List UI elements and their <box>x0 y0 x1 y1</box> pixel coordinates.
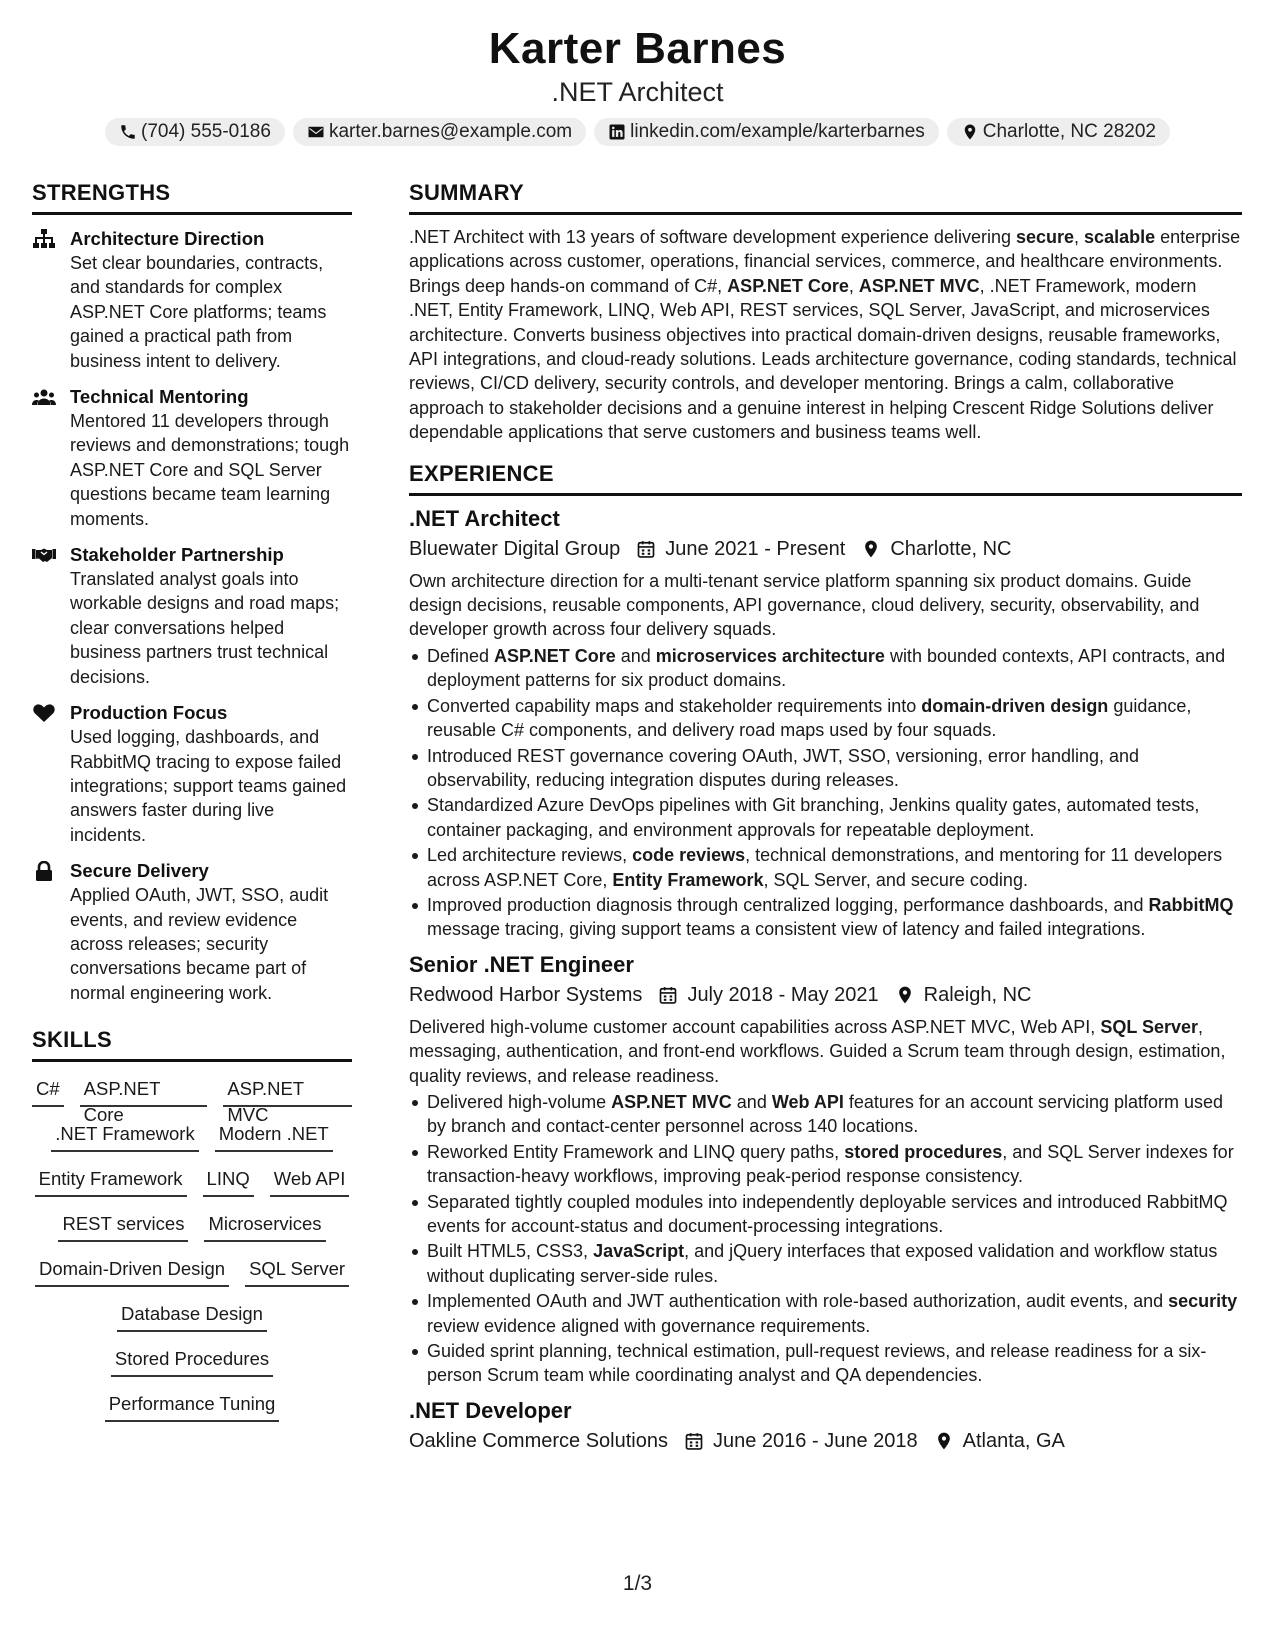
skill-tag: Entity Framework <box>35 1166 187 1197</box>
location-chip <box>947 118 1170 146</box>
skill-tag: LINQ <box>203 1166 254 1197</box>
skill-tag: Database Design <box>117 1301 267 1332</box>
skill-row <box>32 1166 352 1197</box>
skill-row <box>32 1211 352 1242</box>
strength-heading: Stakeholder Partnership <box>70 544 284 566</box>
bullet-item: Separated tightly coupled modules into independently deployable services and introduced RabbitMQ events for account-status and document-processing integrations. <box>409 1190 1242 1239</box>
skill-tag: SQL Server <box>245 1256 349 1287</box>
skill-row <box>32 1391 352 1422</box>
page-number: 1/3 <box>622 1572 653 1595</box>
strength-item <box>32 701 352 847</box>
strength-text: Translated analyst goals into workable designs and road maps; clear conversations helped business partners trust technical decisions. <box>70 569 340 687</box>
job-entry <box>409 504 1242 942</box>
linkedin-text: linkedin.com/example/karterbarnes <box>630 121 925 142</box>
map-pin-icon <box>934 1431 954 1451</box>
envelope-icon <box>307 123 325 141</box>
skill-tag: REST services <box>58 1211 188 1242</box>
heart-icon <box>32 703 56 723</box>
experience-heading: EXPERIENCE <box>409 461 1242 496</box>
strength-item <box>32 543 352 689</box>
company-name: Redwood Harbor Systems <box>409 983 643 1006</box>
linkedin-icon <box>608 123 626 141</box>
contact-bar <box>0 118 1275 146</box>
skill-tag: Web API <box>270 1166 350 1197</box>
skill-tag: Performance Tuning <box>105 1391 280 1422</box>
job-meta <box>409 980 1242 1010</box>
strength-heading: Technical Mentoring <box>70 386 249 408</box>
skill-row <box>32 1301 352 1332</box>
job-description: Own architecture direction for a multi-tenant service platform spanning six product domains. Guide design decisions, reusable components, API governance, cloud delivery, security, observability, and developer growth across four delivery squads. <box>409 570 1200 640</box>
candidate-name: Karter Barnes <box>488 24 787 73</box>
job-entry <box>409 1396 1242 1456</box>
job-bullets <box>409 1090 1242 1388</box>
strength-text: Used logging, dashboards, and RabbitMQ tracing to expose failed integrations; support teams gained answers faster during live incidents. <box>70 727 347 845</box>
calendar-icon <box>658 985 678 1005</box>
bullet-item: Guided sprint planning, technical estimation, pull-request reviews, and release readiness for a six-person Scrum team while coordinating analyst and QA dependencies. <box>409 1339 1242 1388</box>
strength-text: Applied OAuth, JWT, SSO, audit events, and review evidence across releases; security conversations became part of normal engineering work. <box>70 885 329 1003</box>
job-entry <box>409 950 1242 1388</box>
location-text: Charlotte, NC 28202 <box>982 121 1156 142</box>
phone-chip[interactable] <box>105 118 285 146</box>
job-description: Delivered high-volume customer account capabilities across ASP.NET MVC, Web API, SQL Server, messaging, authentication, and front-end workflows. Guided a Scrum team through design, estimation, quality reviews, and release readiness. <box>409 1016 1226 1086</box>
skill-row <box>32 1076 352 1126</box>
skill-row <box>32 1256 352 1287</box>
strength-heading: Production Focus <box>70 702 228 724</box>
skill-tag: ASP.NET MVC <box>223 1076 352 1107</box>
strength-item <box>32 859 352 1005</box>
linkedin-chip[interactable] <box>594 118 939 146</box>
skill-tag: Domain-Driven Design <box>35 1256 229 1287</box>
bullet-item: Delivered high-volume ASP.NET MVC and Web API features for an account servicing platform used by branch and contact-center personnel across 140 locations. <box>409 1090 1242 1139</box>
job-location: Raleigh, NC <box>923 983 1032 1006</box>
job-title: .NET Architect <box>409 505 560 531</box>
strength-heading: Secure Delivery <box>70 860 209 882</box>
candidate-title: .NET Architect <box>551 77 724 107</box>
bullet-item: Defined ASP.NET Core and microservices architecture with bounded contexts, API contracts, and deployment patterns for six product domains. <box>409 644 1242 693</box>
job-title: Senior .NET Engineer <box>409 951 634 977</box>
email-text: karter.barnes@example.com <box>328 121 573 142</box>
map-pin-icon <box>895 985 915 1005</box>
sitemap-icon <box>32 229 56 249</box>
bullet-item: Led architecture reviews, code reviews, technical demonstrations, and mentoring for 11 developers across ASP.NET Core, Entity Framework, SQL Server, and secure coding. <box>409 843 1242 892</box>
email-chip[interactable] <box>293 118 586 146</box>
bullet-item: Standardized Azure DevOps pipelines with Git branching, Jenkins quality gates, automated tests, container packaging, and environment approvals for repeatable deployment. <box>409 793 1242 842</box>
left-column <box>32 180 352 1422</box>
skill-tag: Stored Procedures <box>111 1346 273 1377</box>
company-name: Oakline Commerce Solutions <box>409 1429 668 1452</box>
users-icon <box>32 387 56 407</box>
skills-heading: SKILLS <box>32 1027 352 1062</box>
bullet-item: Improved production diagnosis through centralized logging, performance dashboards, and RabbitMQ message tracing, giving support teams a consistent view of latency and failed integrations. <box>409 893 1242 942</box>
strength-item <box>32 227 352 373</box>
strength-text: Mentored 11 developers through reviews and demonstrations; tough ASP.NET Core and SQL Server questions became team learning moments. <box>70 411 350 529</box>
map-pin-icon <box>861 539 881 559</box>
skill-tag: C# <box>32 1076 64 1107</box>
phone-icon <box>119 123 137 141</box>
strength-text: Set clear boundaries, contracts, and standards for complex ASP.NET Core platforms; teams gained a practical path from business intent to delivery. <box>70 253 327 371</box>
bullet-item: Converted capability maps and stakeholder requirements into domain-driven design guidance, reusable C# components, and delivery road maps used by four squads. <box>409 694 1242 743</box>
skill-tag: ASP.NET Core <box>80 1076 208 1107</box>
map-pin-icon <box>961 123 979 141</box>
strength-heading: Architecture Direction <box>70 228 265 249</box>
job-location: Charlotte, NC <box>890 537 1012 560</box>
skill-row <box>32 1346 352 1377</box>
bullet-item: Introduced REST governance covering OAuth, JWT, SSO, versioning, error handling, and observability, reducing integration disputes during releases. <box>409 744 1242 793</box>
skill-tag: .NET Framework <box>51 1121 198 1152</box>
skill-tag: Microservices <box>204 1211 325 1242</box>
summary-heading: SUMMARY <box>409 180 1242 215</box>
skill-row <box>32 1121 352 1152</box>
job-location: Atlanta, GA <box>962 1429 1065 1452</box>
job-dates: July 2018 - May 2021 <box>687 983 879 1006</box>
calendar-icon <box>636 539 656 559</box>
summary-text: .NET Architect with 13 years of software development experience delivering secure, scalable enterprise applications across customer, operations, financial services, commerce, and healthcare environments. Brings deep hands-on command of C#, ASP.NET Core, ASP.NET MVC, .NET Framework, modern .NET, Entity Framework, LINQ, Web API, REST services, SQL Server, JavaScript, and microservices architecture. Converts business objectives into practical domain-driven designs, reusable frameworks, API integrations, and cloud-ready solutions. Leads architecture governance, coding standards, technical reviews, CI/CD delivery, security controls, and developer mentoring. Brings a calm, collaborative approach to stakeholder decisions and a genuine interest in helping Crescent Ridge Solutions deliver dependable applications that serve customers and business teams well. <box>409 227 1241 443</box>
skill-tag: Modern .NET <box>215 1121 333 1152</box>
calendar-icon <box>684 1431 704 1451</box>
strength-item <box>32 385 352 531</box>
job-meta <box>409 534 1242 564</box>
resume-header <box>0 22 1275 146</box>
job-meta <box>409 1426 1242 1456</box>
company-name: Bluewater Digital Group <box>409 537 621 560</box>
bullet-item: Built HTML5, CSS3, JavaScript, and jQuery interfaces that exposed validation and workflow status without duplicating server-side rules. <box>409 1239 1242 1288</box>
bullet-item: Reworked Entity Framework and LINQ query paths, stored procedures, and SQL Server indexes for transaction-heavy workflows, improving peak-period response consistency. <box>409 1140 1242 1189</box>
right-column <box>409 180 1242 1456</box>
handshake-icon <box>32 545 56 565</box>
strengths-heading: STRENGTHS <box>32 180 352 215</box>
bullet-item: Implemented OAuth and JWT authentication with role-based authorization, audit events, and security review evidence aligned with governance requirements. <box>409 1289 1242 1338</box>
job-dates: June 2021 - Present <box>665 537 846 560</box>
phone-text: (704) 555-0186 <box>141 121 271 142</box>
job-title: .NET Developer <box>409 1397 572 1423</box>
job-dates: June 2016 - June 2018 <box>713 1429 918 1452</box>
lock-icon <box>32 861 56 881</box>
job-bullets <box>409 644 1242 942</box>
